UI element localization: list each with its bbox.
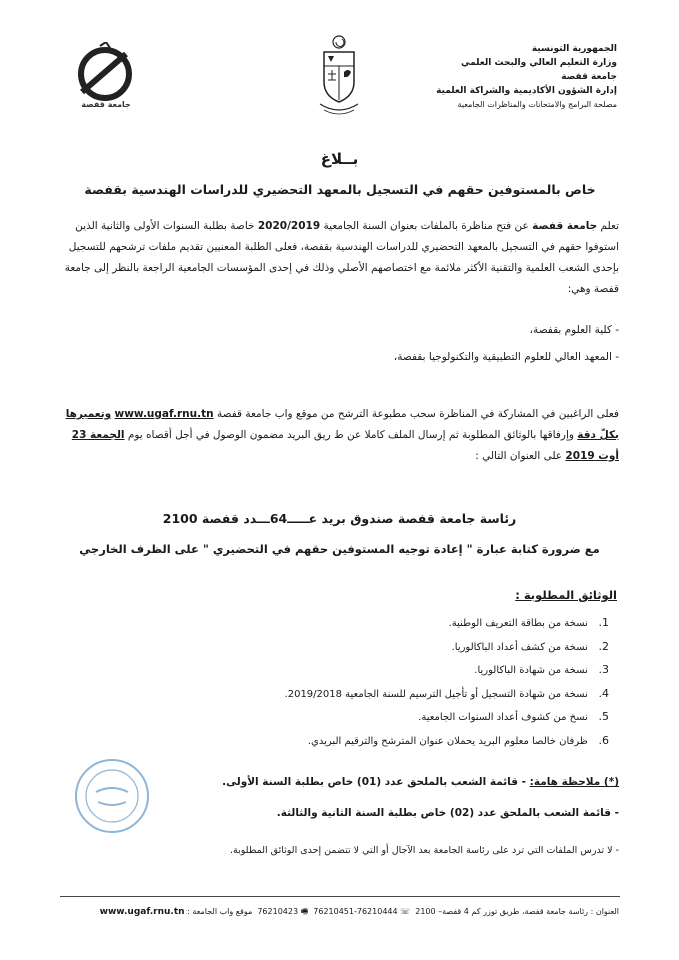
list-item-number: 6.	[598, 733, 609, 747]
footer-phone: ☏ 76210444-76210451	[313, 907, 411, 916]
official-stamp-icon	[72, 756, 152, 836]
header-republic: الجمهورية التونسية	[531, 44, 617, 54]
intro-university: جامعة قفصة	[532, 220, 598, 232]
note-annex-1: - قائمة الشعب بالملحق عدد (01) خاص بطلبة السنة الأولى.	[222, 776, 527, 788]
footer-address: العنوان : رئاسة جامعة قفصة، طريق توزر كم 4 قفصة– 2100	[415, 907, 619, 916]
notice-subtitle: خاص بالمستوفين حقهم في التسجيل بالمعهد التحضيري للدراسات الهندسية بقفصة	[84, 182, 596, 197]
list-item	[189, 611, 609, 635]
documents-list	[189, 611, 609, 752]
list-item-text: نسخ من كشوف أعداد السنوات الجامعية.	[418, 712, 588, 723]
logo-caption: جامعة قفصة	[81, 100, 131, 109]
list-item	[189, 705, 609, 729]
intro-text-3: خاصة بطلبة السنوات الأولى والثانية الذين استوفوا حقهم في التسجيل بالمعهد التحضيري للدراسات الهندسية بقفصة، فعلى الطلبة المعنيين تقديم ملفات ترشحهم للتسجيل بإحدى الشعب العلمية والتقنية الأكثر ملائمة مع اختصاصهم الأصلي وذلك في إحدى المؤسسات الجامعية الراجعة بالنظر إلى جامعة قفصة وهي:	[64, 220, 619, 295]
instructions-paragraph	[54, 404, 619, 467]
list-item	[189, 729, 609, 753]
instructions-text-1: فعلى الراغبين في المشاركة في المناظرة سحب مطبوعة الترشح من موقع واب جامعة قفصة	[216, 408, 619, 420]
list-item-text: ظرفان خالصا معلوم البريد يحملان عنوان المترشح والترقيم البريدي.	[307, 735, 588, 747]
list-item-number: 4.	[598, 686, 609, 700]
footer-web-label: موقع واب الجامعة :	[187, 907, 253, 916]
notice-title: بــلاغ	[320, 150, 359, 168]
intro-year: 2020/2019	[257, 220, 321, 232]
instructions-text-2: وإرفاقها بالوثائق المطلوبة ثم إرسال الملف كاملا عن ط ريق البريد مضمون الوصول في أجل أقصاه يوم	[127, 429, 574, 441]
documents-title: الوثائق المطلوبة :	[515, 588, 617, 602]
header-university: جامعة قفصة	[561, 72, 617, 82]
list-item-text: نسخة من بطاقة التعريف الوطنية.	[448, 618, 588, 629]
institution-item: - المعهد العالي للعلوم التطبيقية والتكنولوجيا بقفصة،	[393, 351, 619, 363]
institution-item: - كلية العلوم بقفصة،	[529, 324, 619, 336]
intro-text-1: تعلم	[600, 220, 619, 232]
list-item-number: 1.	[598, 616, 609, 629]
list-item-text: نسخة من شهادة الباكالوريا.	[474, 665, 588, 676]
list-item-number: 5.	[598, 710, 609, 723]
instructions-fill: وتعميرها بكلّ دقة	[65, 408, 619, 441]
coat-of-arms-icon	[316, 32, 362, 122]
footer-fax: 🖷 76210423	[257, 907, 309, 916]
note-annex-2: - قائمة الشعب بالملحق عدد (02) خاص بطلبة السنة الثانية والثالثة.	[276, 807, 619, 819]
list-item-number: 3.	[598, 663, 609, 676]
instructions-text-3: على العنوان التالي :	[475, 450, 563, 462]
university-logo-icon	[70, 42, 140, 122]
envelope-note: مع ضرورة كتابة عبارة " إعادة توجيه المستوفين حقهم في التحضيري " على الظرف الخارجي	[79, 542, 600, 556]
header-ministry: وزارة التعليم العالي والبحث العلمي	[460, 58, 617, 68]
list-item-text: نسخة من شهادة التسجيل أو تأجيل الترسيم للسنة الجامعية 2019/2018.	[284, 688, 588, 700]
intro-text-2: عن فتح مناظرة بالملفات بعنوان السنة الجامعية	[323, 220, 529, 232]
footer-divider	[60, 896, 620, 897]
header-service: مصلحة البرامج والامتحانات والمناظرات الجامعية	[457, 100, 617, 109]
footer	[54, 906, 619, 920]
list-item	[189, 682, 609, 706]
instructions-deadline: الجمعة 23 أوت 2019	[71, 429, 619, 462]
list-item-text: نسخة من كشف أعداد الباكالوريا.	[451, 641, 588, 653]
list-item-number: 2.	[598, 639, 609, 653]
header-institution	[407, 42, 617, 112]
footer-site-link[interactable]: www.ugaf.rnu.tn	[99, 907, 185, 917]
list-item	[189, 658, 609, 682]
header-directorate: إدارة الشؤون الأكاديمية والشراكة العلمية	[436, 86, 617, 96]
intro-paragraph	[54, 216, 619, 300]
instructions-site[interactable]: www.ugaf.rnu.tn	[114, 408, 214, 420]
mailing-address: رئاسة جامعة قفصة صندوق بريد عـــــ64ـــدد قفصة 2100	[162, 511, 517, 526]
note-deadline-warning: - لا تدرس الملفات التي ترد على رئاسة الجامعة بعد الآجال أو التي لا تتضمن إحدى الوثائق المطلوبة.	[230, 845, 619, 856]
list-item	[189, 635, 609, 659]
note-label: (*) ملاحظة هامة:	[529, 776, 619, 788]
